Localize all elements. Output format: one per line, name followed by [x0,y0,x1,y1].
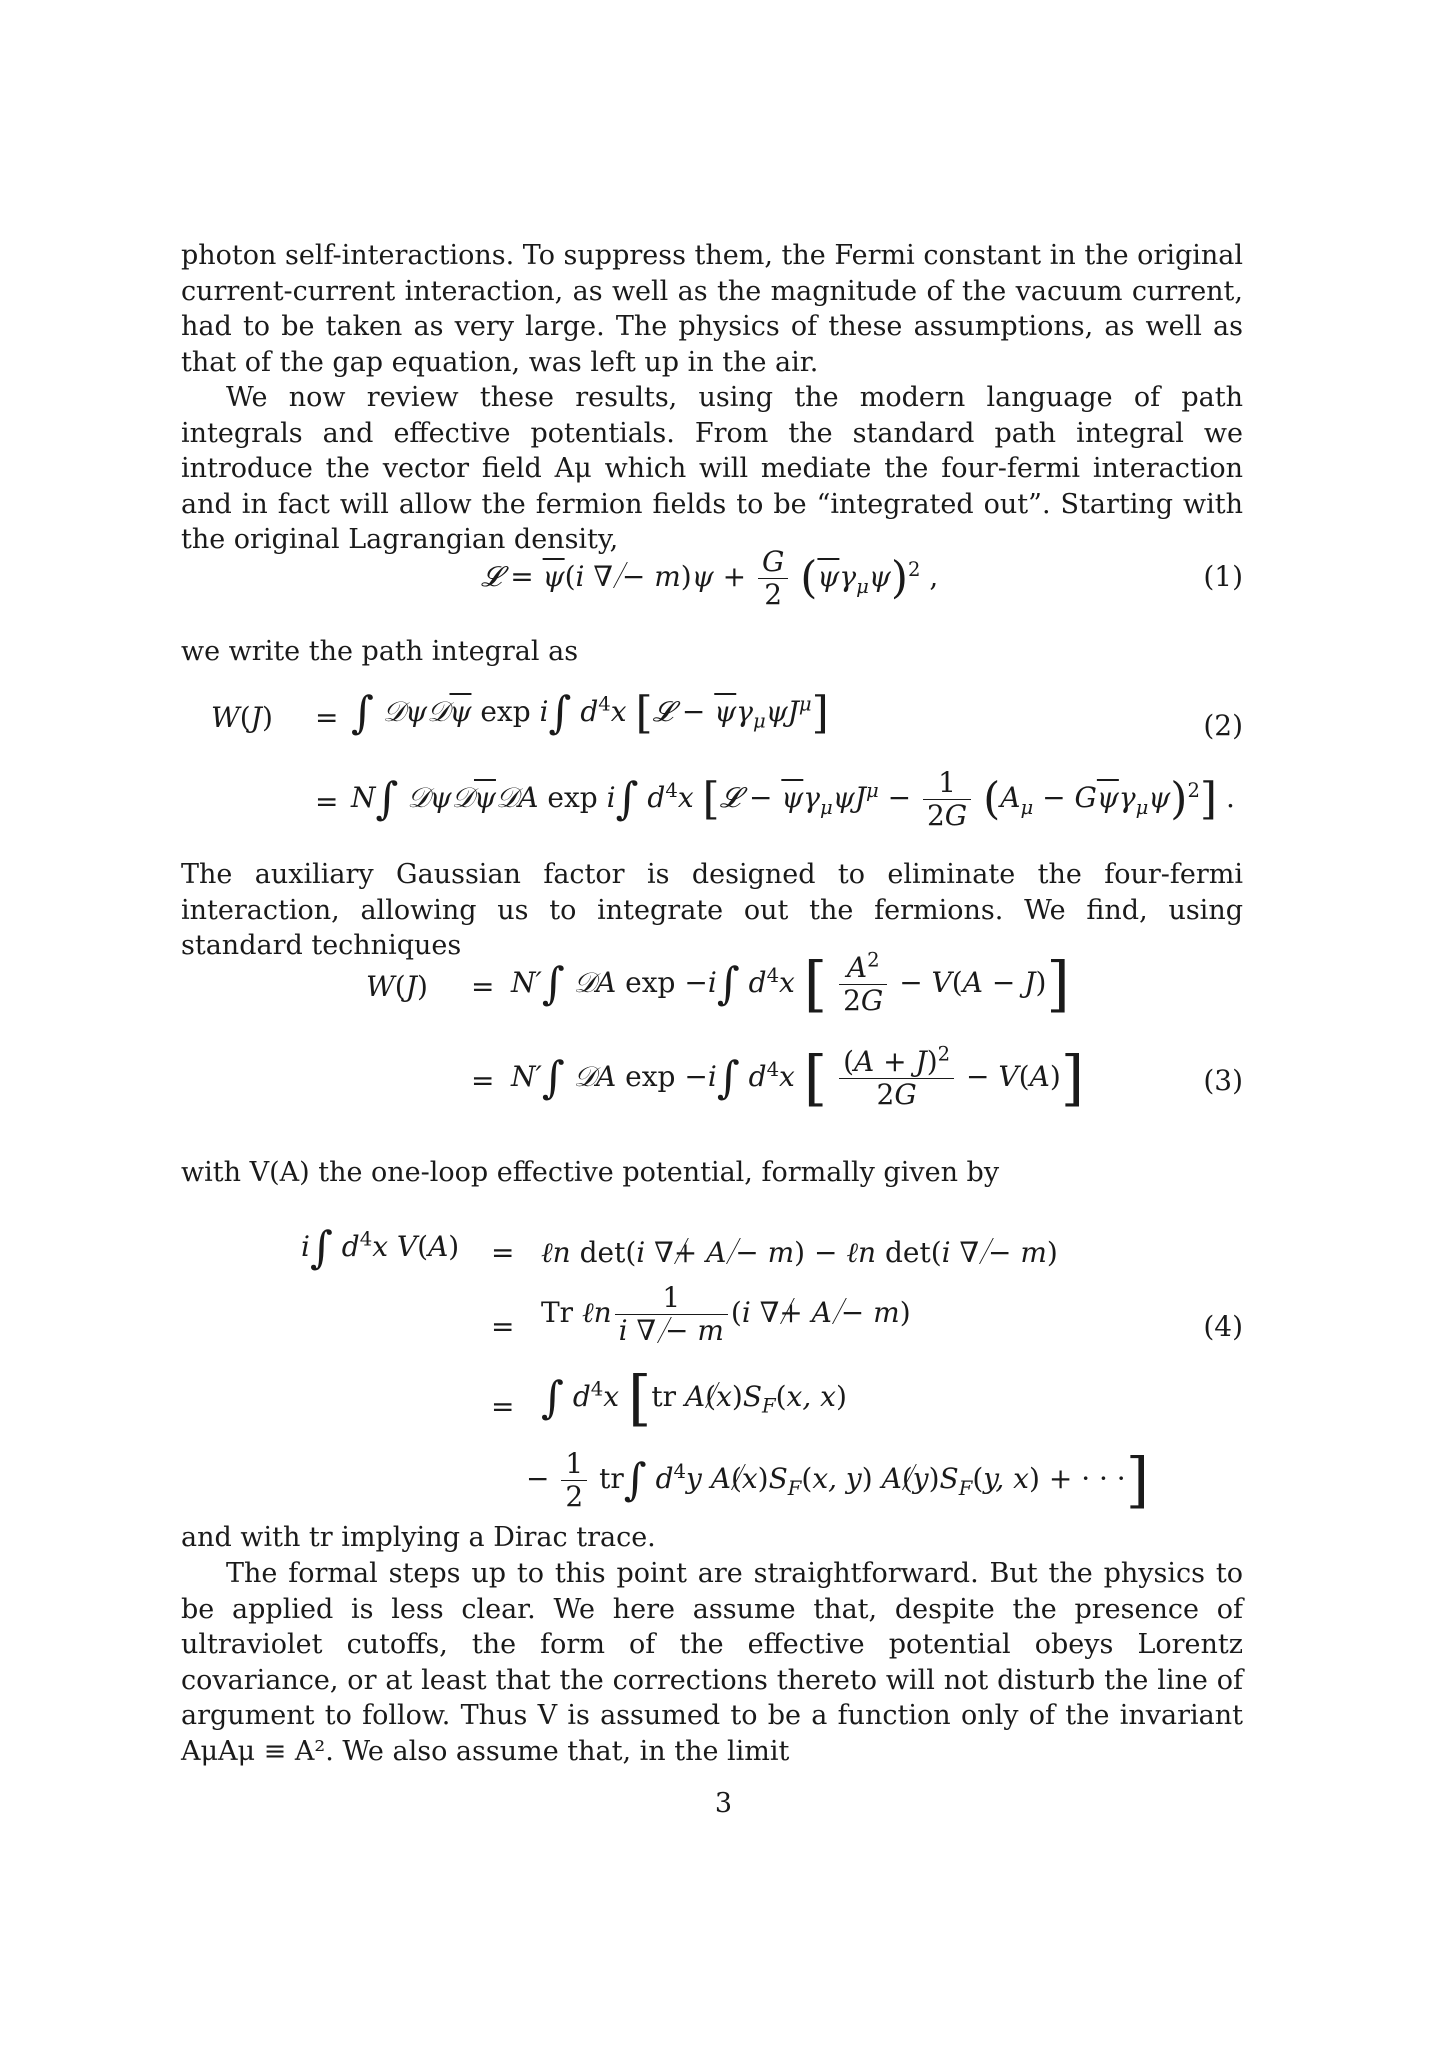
path-integral-line-1: ∫ $𝒟\psi 𝒟\overline{\psi}$ exp i∫ $d^4x$ [𝓛 − $\overline{\psi}\gamma_\mu\psi J^\mu$] [351,687,829,739]
equation-number-3: (3) [1203,1064,1243,1097]
auxiliary-integral-line-2: N′∫ 𝒟A exp −i∫ $d^4x$ [ $\frac{(A + J)^2}{2G}$ − V(A)] [511,1042,1085,1114]
paragraph-3: we write the path integral as [181,636,579,667]
lagrangian-density-formula: 𝓛 = $\overline{\psi}(i$ ∇ − m)ψ + $\frac{G}{2}$ $(\overline{\psi}\gamma_\mu\psi)^2$ , [481,545,939,612]
effective-functional-lhs: W(J) [366,970,428,1003]
auxiliary-integral-line-1: N′∫ 𝒟A exp −i∫ $d^4x$ [ $\frac{A^2}{2G}$ − V(A − J)] [511,948,1070,1020]
trace-log-line: Tr ℓn $\frac{1}{i \nabla - m}$ (i ∇+ A − m) [541,1281,911,1348]
expansion-second-term: − $\frac{1}{2}$ tr∫ $d^4y$ $A(x)S_F(x$, y) $A(y)S_F(y$, x) + · · ·] [526,1445,1150,1516]
paragraph-6: and with tr implying a Dirac trace. [181,1522,656,1553]
equation-number-4: (4) [1203,1310,1243,1343]
paragraph-5: with V(A) the one-loop effective potential, formally given by [181,1157,1000,1188]
equation-3: W(J) = N′∫ 𝒟A exp −i∫ $d^4x$ [ $\frac{A^2}{2G}$ − V(A − J)] = N′∫ 𝒟A exp −i∫ $d^4x$ [ $\frac{(A + J)^2}{2G}$ − V(A)] (3) [366,948,1243,1114]
effective-potential-lhs: i∫ $d^4x$ V(A) [301,1222,460,1274]
page-number: 3 [714,1788,733,1819]
equation-1 [181,540,1243,610]
path-integral-line-2: N∫ $𝒟\psi 𝒟\overline{\psi}𝒟A$ exp i∫ $d^4x$ [𝓛 − $\overline{\psi}\gamma_\mu\psi J^\mu$ − $\frac{1}{2G}$ $(A_\mu - G\overline{\psi}\gamma_\mu\psi)^2$] . [351,766,1235,833]
equation-number-1: (1) [1203,560,1243,593]
paragraph-7: The formal steps up to this point are straightforward. But the physics to be applied is less clear. We here assume that, despite the presence of ultraviolet cutoffs, the form of the effective potential obeys Lorentz covariance, or at least that the corrections thereto will not disturb the line of argument to follow. Thus V is assumed to be a function only of the invariant AμAμ ≡ A². We also assume that, in the limit [181,1558,1243,1767]
equation-4: i∫ $d^4x$ V(A) = ℓn det(i ∇+ A − m) − ℓn det(i ∇ − m) = Tr ℓn $\frac{1}{i \nabla - m}$ (i ∇+ A − m) (4) = ∫ $d^4x$ [tr $A(x)S_F(x$, x) − $\frac{1}{2}$ tr∫ $d^4y$ $A(x)S_F(x$, y) $A(y)S_F(y$, x) + · · ·] [301,1222,1243,1516]
paragraph-1: photon self-interactions. To suppress them, the Fermi constant in the original current-current interaction, as well as the magnitude of the vacuum current, had to be taken as very large. The physics of these assumptions, as well as that of the gap equation, was left up in the air. [181,240,1243,378]
expansion-first-term: ∫ $d^4x$ [tr $A(x)S_F(x$, x) [541,1363,847,1434]
equation-number-2: (2) [1203,709,1243,742]
generating-functional-lhs: W(J) [211,701,273,734]
paragraph-4: The auxiliary Gaussian factor is designed to eliminate the four-fermi interaction, allowing us to integrate out the fermions. We find, using standard techniques [181,859,1243,961]
equation-2: W(J) = ∫ $𝒟\psi 𝒟\overline{\psi}$ exp i∫ $d^4x$ [𝓛 − $\overline{\psi}\gamma_\mu\psi J^\mu$] (2) = N∫ $𝒟\psi 𝒟\overline{\psi}𝒟A$ exp i∫ $d^4x$ [𝓛 − $\overline{\psi}\gamma_\mu\psi J^\mu$ − $\frac{1}{2G}$ $(A_\mu - G\overline{\psi}\gamma_\mu\psi)^2$] . [211,687,1243,833]
paragraph-2: We now review these results, using the modern language of path integrals and effective potentials. From the standard path integral we introduce the vector field Aμ which will mediate the four-fermi interaction and in fact will allow the fermion fields to be “integrated out”. Starting with the original Lagrangian density, [181,382,1243,555]
log-determinant-line: ℓn det(i ∇+ A − m) − ℓn det(i ∇ − m) [541,1236,1058,1269]
